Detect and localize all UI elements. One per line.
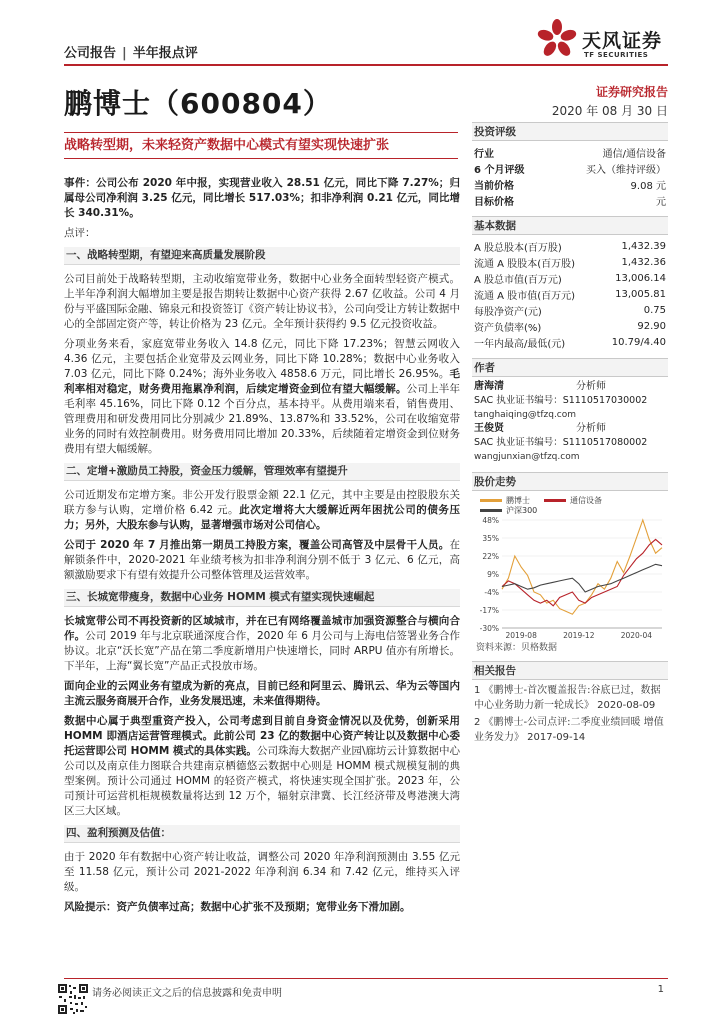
- comment-label: 点评：: [64, 227, 96, 239]
- segments-revenue-text: 分项业务来看，家庭宽带业务收入 14.8 亿元，同比下降 17.23%；智慧云网收入 4.36 亿元，主要包括企业宽带及云网业务，同比下降 10.28%；数据中心业务收入 7.03 亿元，同比下降 0.24%；海外业务收入 4858.6 万元，同比增长 26.95%。: [64, 338, 460, 380]
- rating-block: [472, 122, 668, 208]
- paragraph-broadband: [64, 614, 460, 674]
- analyst-email[interactable]: tanghaiqing@tfzq.com: [474, 410, 577, 420]
- category-semiannual-review: 半年报点评: [132, 46, 198, 61]
- paragraph-segments: [64, 337, 460, 457]
- x-tick-label: 2020-04: [620, 631, 653, 640]
- legend-swatch: [544, 499, 566, 502]
- basic-key: 每股净资产(元): [474, 306, 542, 318]
- analyst-name: 唐海清: [474, 381, 504, 392]
- authors-block: [472, 358, 668, 464]
- report-date: 2020 年 08 月 30 日: [551, 104, 668, 118]
- logo-text-en: TF SECURITIES: [584, 51, 649, 59]
- basic-value: 0.75: [643, 304, 666, 316]
- paragraph-forecast: 由于 2020 年有数据中心资产转让收益，调整公司 2020 年净利润预测由 3.55 亿元至 11.58 亿元，预计公司 2021-2022 年净利润 6.34 和 7.42 亿元，维持买入评级。: [64, 851, 460, 893]
- page-number: 1: [657, 984, 664, 995]
- basic-row: [472, 254, 668, 270]
- qr-code-icon: [56, 982, 90, 1016]
- legend-label: 通信设备: [570, 496, 602, 505]
- x-tick-label: 2019-12: [563, 631, 595, 640]
- logo-text-cn: 天风证券: [582, 30, 663, 52]
- rating-key: 行业: [474, 148, 494, 160]
- legend-swatch: [480, 499, 502, 502]
- basic-row: [472, 302, 668, 318]
- logo-petals-icon: [536, 18, 578, 60]
- rating-row: [472, 176, 668, 192]
- rating-value: 买入（维持评级）: [586, 164, 666, 176]
- paragraph-private-placement: [64, 488, 460, 533]
- basic-key: A 股总市值(百万元): [474, 274, 562, 286]
- legend-swatch: [480, 509, 502, 512]
- legend-label: 鹏博士: [506, 496, 530, 505]
- price-chart-svg: [472, 494, 668, 644]
- y-tick-label: -4%: [484, 588, 499, 597]
- related-list: [472, 683, 668, 745]
- basic-row: [472, 238, 668, 254]
- rating-key: 目标价格: [474, 196, 514, 208]
- analyst-entry: [472, 422, 668, 464]
- related-report-link[interactable]: 2 《鹏博士-公司点评:二季度业绩回暖 增值业务发力》 2017-09-14: [474, 717, 664, 743]
- analyst-email[interactable]: wangjunxian@tfzq.com: [474, 452, 580, 462]
- basic-row: [472, 270, 668, 286]
- basic-value: 92.90: [637, 320, 666, 332]
- section-heading-4: 四、盈利预测及估值：: [64, 825, 460, 843]
- disclaimer-notice: 请务必阅读正文之后的信息披露和免责申明: [92, 988, 282, 999]
- title-bottom-rule: [64, 158, 458, 159]
- related-header: 相关报告: [472, 661, 668, 680]
- rating-row: [472, 160, 668, 176]
- basic-data-block: [472, 216, 668, 350]
- y-tick-label: 35%: [482, 534, 499, 543]
- analyst-role: 分析师: [576, 423, 606, 434]
- rating-value: 9.08 元: [630, 180, 666, 192]
- rating-header: 投资评级: [472, 122, 668, 141]
- homm-highlight: 数据中心属于典型重资产投入，公司考虑到目前自身资金情况以及优势，创新采用 HOMM 即酒店运营管理模式。此前公司 23 亿的数据中心资产转让以及数据中心委托运营即公司 HOMM 模式的具体实践。: [64, 715, 460, 757]
- esop-text: 在解锁条件中，2020-2021 年业绩考核为扣非净利润分别不低于 3 亿元、6 亿元，高额激励要求下有望有效提升公司整体管理及运营效率。: [64, 539, 460, 581]
- y-tick-label: -30%: [479, 624, 499, 633]
- title-top-rule: [64, 132, 458, 133]
- report-category: [64, 42, 198, 61]
- rating-key: 6 个月评级: [474, 164, 525, 176]
- basic-row: [472, 286, 668, 302]
- legend-label: 沪深300: [506, 506, 538, 515]
- chart-source: 资料来源：贝格数据: [476, 643, 558, 653]
- basic-value: 13,006.14: [615, 272, 666, 284]
- authors-header: 作者: [472, 358, 668, 377]
- basic-key: 流通 A 股市值(百万元): [474, 290, 576, 302]
- x-tick-label: 2019-08: [505, 631, 537, 640]
- category-separator: |: [122, 46, 127, 61]
- basic-data-header: 基本数据: [472, 216, 668, 235]
- rating-value: 通信/通信设备: [602, 148, 666, 160]
- company-title: 鹏博士（600804）: [64, 87, 332, 120]
- paragraph-homm: [64, 714, 460, 819]
- paragraph-esop: [64, 538, 460, 583]
- rating-value: 元: [656, 196, 666, 208]
- placement-text: 公司近期发布定增方案。非公开发行股票金额 22.1 亿元，其中主要是由控股股东关联方参与认购，定增价格 6.42 元。: [64, 489, 460, 516]
- header-divider: [64, 64, 668, 66]
- y-tick-label: 22%: [482, 552, 499, 561]
- rating-key: 当前价格: [474, 180, 514, 192]
- basic-row: [472, 318, 668, 334]
- category-company-report: 公司报告: [64, 46, 117, 61]
- price-chart-header: 股价走势: [472, 472, 668, 491]
- paragraph-cloud-network: 面向企业的云网业务有望成为新的亮点，目前已经和阿里云、腾讯云、华为云等国内主流云服务商展开合作，业务发展迅速，未来值得期待。: [64, 680, 460, 707]
- analyst-role: 分析师: [576, 381, 606, 392]
- basic-key: 流通 A 股股本(百万股): [474, 258, 576, 270]
- placement-highlight: 此次定增将大大缓解近两年困扰公司的债务压力；另外，大股东参与认购，显著增强市场对公司信心。: [64, 504, 461, 531]
- rating-row: [472, 144, 668, 160]
- section-heading-1: 一、战略转型期，有望迎来高质量发展阶段: [64, 247, 460, 265]
- tf-securities-logo: [536, 18, 668, 70]
- y-tick-label: -17%: [479, 606, 499, 615]
- basic-value: 13,005.81: [615, 288, 666, 300]
- analyst-sac: SAC 执业证书编号：S1110517080002: [474, 437, 648, 448]
- sidebar: [472, 122, 668, 747]
- basic-key: 一年内最高/最低(元): [474, 338, 566, 350]
- related-block: [472, 661, 668, 745]
- report-headline: 战略转型期，未来轻资产数据中心模式有望实现快速扩张: [64, 138, 390, 153]
- related-report-link[interactable]: 1 《鹏博士-首次覆盖报告:谷底已过，数据中心业务助力新一轮成长》 2020-08-09: [474, 685, 661, 711]
- segments-margin-highlight: 毛利率相对稳定，财务费用拖累净利润，后续定增资金到位有望大幅缓解。: [64, 368, 460, 395]
- basic-row: [472, 334, 668, 350]
- esop-highlight: 公司于 2020 年 7 月推出第一期员工持股方案，覆盖公司高管及中层骨干人员。: [64, 539, 450, 551]
- basic-key: 资产负债率(%): [474, 322, 542, 334]
- basic-value: 1,432.39: [621, 240, 666, 252]
- price-chart-block: [472, 472, 668, 653]
- y-tick-label: 48%: [482, 516, 499, 525]
- broadband-highlight: 长城宽带公司不再投资新的区域城市，并在已有网络覆盖城市加强资源整合与横向合作。: [64, 615, 460, 642]
- segments-cost-text: 公司上半年毛利率 45.16%，同比下降 0.12 个百分点，基本持平。从费用端来看，销售费用、管理费用和研发费用同比分别减少 21.89%、13.87%和 33.52%，公司在收缩宽带业务的同时有效控制费用。财务费用同比增加 20.33%，后续随着定增资金到位财务费用有望大幅缓解。: [64, 383, 461, 455]
- section-heading-2: 二、定增+激励员工持股，资金压力缓解，管理效率有望提升: [64, 463, 460, 481]
- section-heading-3: 三、长城宽带瘦身，数据中心业务 HOMM 模式有望实现快速崛起: [64, 589, 460, 607]
- basic-value: 1,432.36: [621, 256, 666, 268]
- series-line-2: [502, 564, 662, 592]
- risk-warning: 风险提示：资产负债率过高；数据中心扩张不及预期；宽带业务下滑加剧。: [64, 901, 411, 913]
- analyst-sac: SAC 执业证书编号：S1110517030002: [474, 395, 648, 406]
- y-tick-label: 9%: [487, 570, 499, 579]
- rating-row: [472, 192, 668, 208]
- event-summary: 事件：公司公布 2020 年中报，实现营业收入 28.51 亿元，同比下降 7.27%；归属母公司净利润 3.25 亿元，同比增长 517.03%；扣非净利润 0.21 亿元，同比增长 340.31%。: [64, 177, 460, 219]
- broadband-text: 公司 2019 年与北京联通深度合作，2020 年 6 月公司与上海电信签署业务合作协议。北京“沃长宽”产品在第二季度新增用户快速增长，同时 ARPU 值亦有所增长。下半年，上海“翼长宽”产品正式投放市场。: [64, 630, 461, 672]
- paragraph-strategy: 公司目前处于战略转型期，主动收缩宽带业务，数据中心业务全面转型轻资产模式。上半年净利润大幅增加主要是报告期转让数据中心资产获得 2.67 亿收益。公司 4 月份与平盛国际金融、锦泉元和投资签订《资产转让协议书》，公司向受让方转让数据中心的全部固定资产等，转让价格为 23 亿元。全年预计获得约 9.5 亿元投资收益。: [64, 273, 460, 330]
- basic-value: 10.79/4.40: [611, 336, 666, 348]
- report-type: 证券研究报告: [595, 85, 668, 99]
- analyst-name: 王俊贤: [474, 423, 504, 434]
- footer-divider: [64, 978, 668, 979]
- series-line-0: [502, 520, 662, 614]
- report-body: [64, 176, 460, 920]
- analyst-entry: [472, 380, 668, 422]
- basic-key: A 股总股本(百万股): [474, 242, 562, 254]
- homm-text: 公司珠海大数据产业园\廊坊云计算数据中心公司以及南京佳力图联合共建南京栖德悠云数据中心则是 HOMM 模式规模复制的典型案例。预计公司通过 HOMM 的轻资产模式，将快速实现全国扩张。2023 年，公司预计可运营机柜规模数量将达到 12 万个，辐射京津冀、长江经济带及粤港澳大湾区三大区域。: [64, 745, 460, 817]
- price-chart: [472, 494, 668, 644]
